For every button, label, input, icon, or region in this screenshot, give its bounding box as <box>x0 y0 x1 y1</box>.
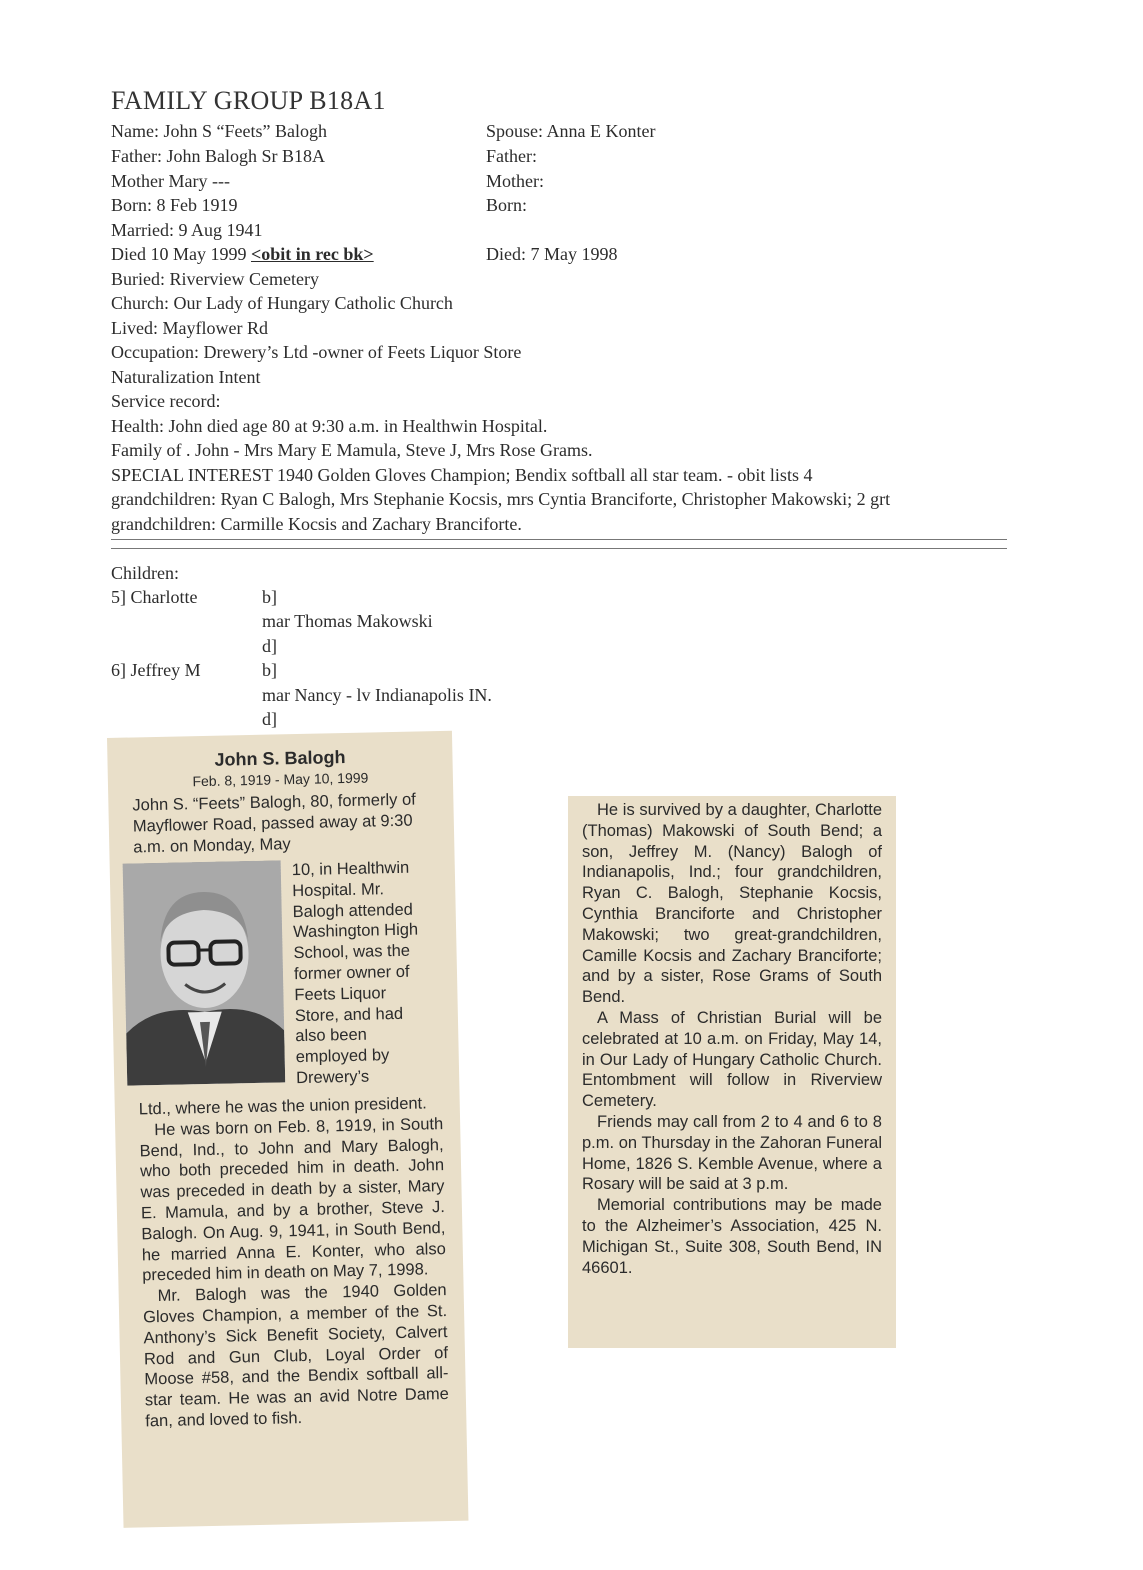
father-field: Father: John Balogh Sr B18A <box>111 146 325 166</box>
family-of-field: Family of . John - Mrs Mary E Mamula, Steve J, Mrs Rose Grams. <box>111 440 593 460</box>
portrait-image <box>123 860 286 1085</box>
service-record-field: Service record: <box>111 391 221 411</box>
obituary-clipping-2 <box>568 796 896 1348</box>
spouse-field: Spouse: Anna E Konter <box>486 121 656 141</box>
obit-link[interactable]: <obit in rec bk> <box>250 244 374 264</box>
portrait-photo <box>123 860 286 1085</box>
lived-field: Lived: Mayflower Rd <box>111 318 268 338</box>
name-field: Name: John S “Feets” Balogh <box>111 121 327 141</box>
obituary-paragraph: A Mass of Christian Burial will be celebrated at 10 a.m. on Friday, May 14, in Our Lady of Hungary Catholic Church. Entombment will follow in Riverview Cemetery. <box>582 1008 882 1111</box>
obituary-heading: John S. Balogh <box>214 747 346 770</box>
obituary-clipping-1 <box>107 731 468 1528</box>
married-field: Married: 9 Aug 1941 <box>111 220 263 240</box>
children-label: Children: <box>111 563 179 583</box>
child-born: b] <box>262 587 277 607</box>
obituary-paragraph: He is survived by a daughter, Charlotte (Thomas) Makowski of South Bend; a son, Jeffrey M. (Nancy) Balogh of Indianapolis, Ind.; four grandchildren, Ryan C. Balogh, Stephanie Kocsis, Cynthia Branciforte and Christopher Makowski; two great-grandchildren, Camille Kocsis and Zachary Branciforte; and by a sister, Rose Grams of South Bend. <box>582 801 882 1007</box>
obituary-paragraph: Memorial contributions may be made to the Alzheimer’s Association, 425 N. Michigan St., Suite 308, South Bend, IN 46601. <box>582 1196 882 1277</box>
child-died: d] <box>262 709 277 729</box>
spouse-died-field: Died: 7 May 1998 <box>486 244 618 264</box>
obituary-paragraph: He was born on Feb. 8, 1919, in South Bend, Ind., to John and Mary Balogh, who both preceded him in death. John was preceded in death by a sister, Mary E. Mamula, and by a brother, Steve J. Balogh. On Aug. 9, 1941, in South Bend, he married Anna E. Konter, who also preceded him in death on May 7, 1998. <box>139 1114 446 1285</box>
obituary-paragraph: Ltd., where he was the union president. <box>138 1094 427 1119</box>
child-name: 5] Charlotte <box>111 587 198 607</box>
obituary-dates: Feb. 8, 1919 - May 10, 1999 <box>192 769 369 790</box>
child-married: mar Thomas Makowski <box>262 611 433 631</box>
child-died: d] <box>262 636 277 656</box>
special-interest-line-2: grandchildren: Ryan C Balogh, Mrs Stephanie Kocsis, mrs Cyntia Branciforte, Christopher Makowski; 2 grt <box>111 489 891 509</box>
child-married: mar Nancy - lv Indianapolis IN. <box>262 685 492 705</box>
obituary-paragraph: Friends may call from 2 to 4 and 6 to 8 p.m. on Thursday in the Zahoran Funeral Home, 1826 S. Kemble Avenue, where a Rosary will be said at 3 p.m. <box>582 1112 882 1194</box>
double-divider <box>111 539 1007 549</box>
died-field <box>111 243 374 265</box>
child-born: b] <box>262 660 277 680</box>
special-interest-field: SPECIAL INTEREST 1940 Golden Gloves Champion; Bendix softball all star team. - obit lists 4 <box>111 465 813 485</box>
obituary-wrap-text: 10, in Healthwin Hospital. Mr. Balogh attended Washington High School, was the former owner of Feets Liquor Store, and had also been employed by Drewery’s <box>291 858 419 1088</box>
buried-field: Buried: Riverview Cemetery <box>111 269 319 289</box>
occupation-field: Occupation: Drewery’s Ltd -owner of Feets Liquor Store <box>111 342 522 362</box>
mother-field: Mother Mary --- <box>111 171 230 191</box>
spouse-father-field: Father: <box>486 146 537 166</box>
obituary-body-left <box>139 1093 450 1432</box>
spouse-born-field: Born: <box>486 195 528 215</box>
special-interest-line-3: grandchildren: Carmille Kocsis and Zachary Branciforte. <box>111 514 522 534</box>
obituary-paragraph: Mr. Balogh was the 1940 Golden Gloves Champion, a member of the St. Anthony’s Sick Benefit Society, Calvert Rod and Gun Club, Loyal Order of Moose #58, and the Bendix softball all-star team. He was an avid Notre Dame fan, and loved to fish. <box>142 1281 450 1431</box>
spouse-mother-field: Mother: <box>486 171 544 191</box>
obituary-body-right <box>582 800 882 1278</box>
page-title: FAMILY GROUP B18A1 <box>111 86 386 115</box>
health-field: Health: John died age 80 at 9:30 a.m. in Healthwin Hospital. <box>111 416 548 436</box>
obituary-intro: John S. “Feets” Balogh, 80, formerly of Mayflower Road, passed away at 9:30 a.m. on Monday, May <box>132 790 416 857</box>
naturalization-field: Naturalization Intent <box>111 367 261 387</box>
born-field: Born: 8 Feb 1919 <box>111 195 238 215</box>
church-field: Church: Our Lady of Hungary Catholic Church <box>111 293 453 313</box>
child-name: 6] Jeffrey M <box>111 660 201 680</box>
died-text: Died 10 May 1999 <box>111 244 251 264</box>
